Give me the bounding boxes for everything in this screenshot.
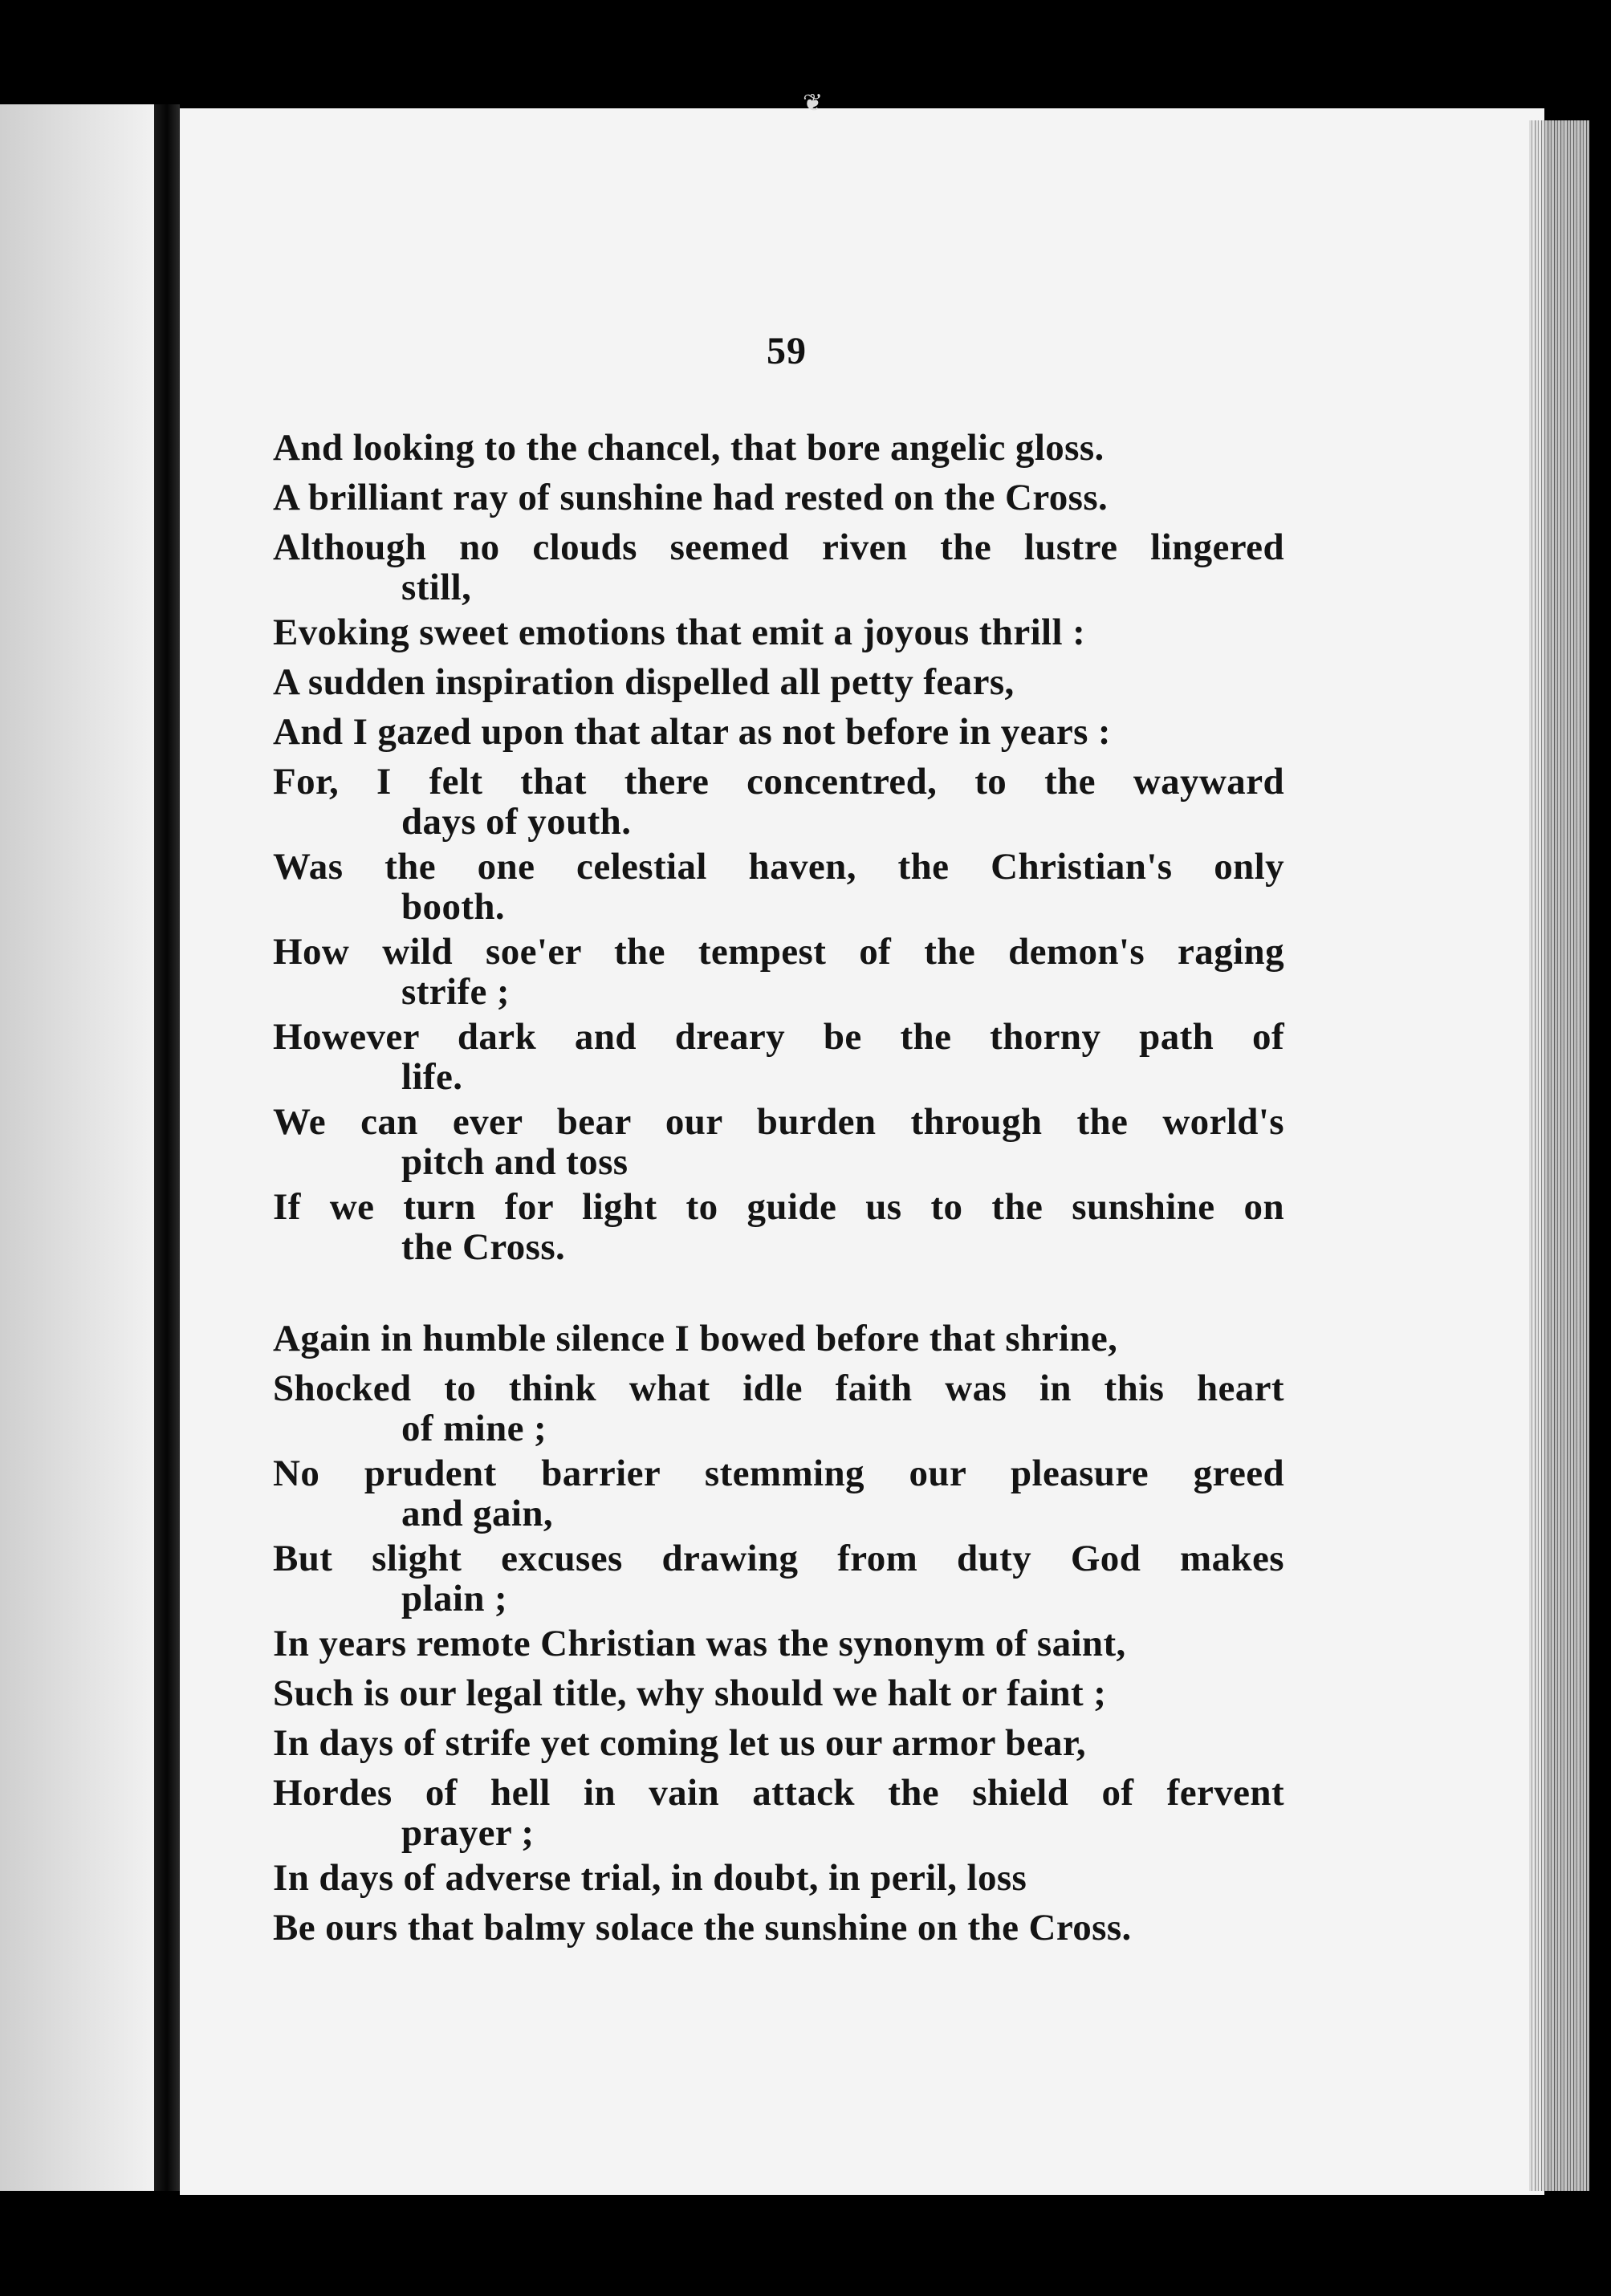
poem-line (273, 1855, 1284, 1900)
poem-line (273, 1621, 1284, 1666)
poem-line (273, 844, 1284, 928)
poem-line-text: We can ever bear our burden through the world's (273, 1101, 1284, 1143)
poem-line-continuation: pitch and toss (401, 1141, 629, 1183)
poem-line (273, 1099, 1284, 1183)
poem-line-text: How wild soe'er the tempest of the demon's raging (273, 931, 1284, 973)
poem-line-continuation: and gain, (401, 1493, 554, 1534)
poem-line (273, 1770, 1284, 1854)
poem-line (273, 425, 1284, 470)
poem-line (273, 1366, 1284, 1449)
poem-line-text: If we turn for light to guide us to the sunshine on (273, 1186, 1284, 1228)
poem-line (273, 1014, 1284, 1098)
book-gutter (154, 104, 180, 2191)
poem-line-text: Was the one celestial haven, the Christian's only (273, 846, 1284, 888)
poem-line-continuation: plain ; (401, 1578, 508, 1619)
poem-stanza (273, 425, 1284, 1270)
printer-ornament: ❦ (803, 90, 824, 116)
poem-line-continuation: prayer ; (401, 1812, 535, 1854)
poem-line-text: For, I felt that there concentred, to the wayward (273, 761, 1284, 803)
poem-line-text: A sudden inspiration dispelled all petty fears, (273, 661, 1015, 703)
poem-line-continuation: strife ; (401, 971, 510, 1013)
poem-line-continuation: still, (401, 567, 472, 608)
poem-line (273, 610, 1284, 655)
poem-line-text: Evoking sweet emotions that emit a joyous thrill : (273, 612, 1086, 653)
poem-line-text: No prudent barrier stemming our pleasure greed (273, 1453, 1284, 1494)
poem-stanza (273, 1316, 1284, 1955)
poem-line (273, 929, 1284, 1013)
poem-line-continuation: life. (401, 1056, 463, 1098)
poem-line (273, 1671, 1284, 1716)
poem-line (273, 709, 1284, 754)
poem-line-text: Although no clouds seemed riven the lustre lingered (273, 526, 1284, 568)
page-edges (1529, 120, 1589, 2191)
poem-line-text: However dark and dreary be the thorny path of (273, 1016, 1284, 1058)
poem-line-text: Shocked to think what idle faith was in this heart (273, 1367, 1284, 1409)
poem-line (273, 1451, 1284, 1534)
poem-line-text: Such is our legal title, why should we halt or faint ; (273, 1672, 1107, 1714)
poem-line (273, 525, 1284, 608)
poem-line-text: A brilliant ray of sunshine had rested on the Cross. (273, 477, 1109, 518)
poem-line (273, 1185, 1284, 1268)
poem-line (273, 759, 1284, 843)
poem-line-continuation: the Cross. (401, 1226, 566, 1268)
poem-line (273, 660, 1284, 705)
poem-line-text: Hordes of hell in vain attack the shield of fervent (273, 1772, 1284, 1814)
poem-line-text: And looking to the chancel, that bore angelic gloss. (273, 427, 1105, 469)
poem-line-continuation: of mine ; (401, 1408, 547, 1449)
poem-line (273, 1721, 1284, 1766)
poem-line-text: Again in humble silence I bowed before that shrine, (273, 1318, 1118, 1359)
page-number: 59 (767, 330, 807, 372)
poem-line (273, 1316, 1284, 1361)
poem-line-continuation: days of youth. (401, 801, 632, 843)
poem-line-text: In days of strife yet coming let us our armor bear, (273, 1722, 1086, 1764)
poem-line-continuation: booth. (401, 886, 506, 928)
poem-line (273, 475, 1284, 520)
poem-line (273, 1536, 1284, 1619)
poem-line-text: In days of adverse trial, in doubt, in peril, loss (273, 1857, 1027, 1899)
poem-line-text: But slight excuses drawing from duty God makes (273, 1538, 1284, 1579)
poem-line-text: In years remote Christian was the synonym of saint, (273, 1623, 1126, 1664)
facing-page-edge (0, 104, 154, 2191)
poem-line-text: Be ours that balmy solace the sunshine on the Cross. (273, 1907, 1132, 1949)
poem-line-text: And I gazed upon that altar as not before in years : (273, 711, 1111, 753)
poem-line (273, 1905, 1284, 1950)
